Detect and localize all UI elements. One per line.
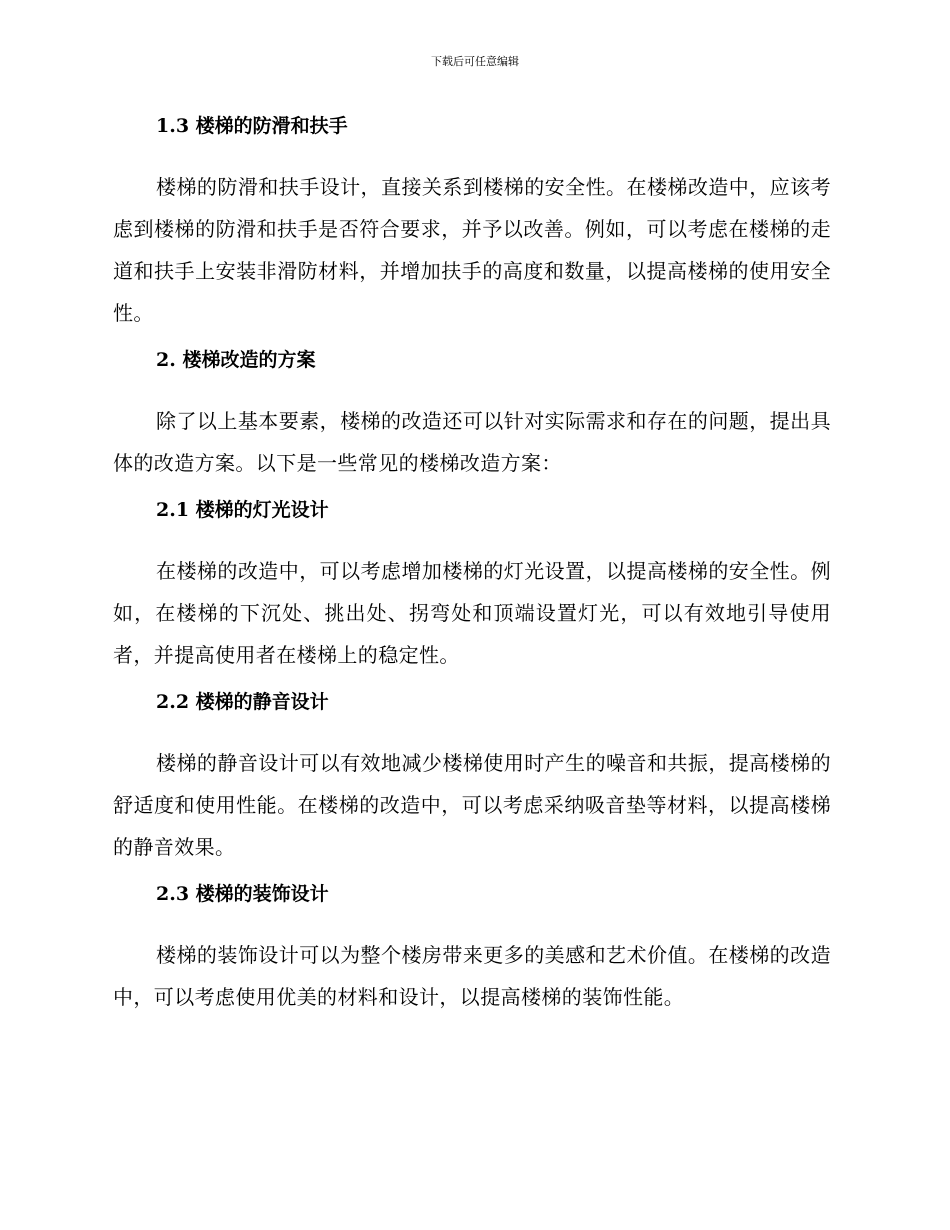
section-paragraph-2-1: 在楼梯的改造中，可以考虑增加楼梯的灯光设置，以提高楼梯的安全性。例如，在楼梯的下沉处、挑出处、拐弯处和顶端设置灯光，可以有效地引导使用者，并提高使用者在楼梯上的稳定性。 — [113, 559, 831, 667]
section-paragraph-2-2: 楼梯的静音设计可以有效地减少楼梯使用时产生的噪音和共振，提高楼梯的舒适度和使用性能。在楼梯的改造中，可以考虑采纳吸音垫等材料，以提高楼梯的静音效果。 — [113, 751, 831, 859]
section-heading-2-1: 2.1 楼梯的灯光设计 — [156, 499, 329, 521]
section-paragraph-1-3: 楼梯的防滑和扶手设计，直接关系到楼梯的安全性。在楼梯改造中，应该考虑到楼梯的防滑和扶手是否符合要求，并予以改善。例如，可以考虑在楼梯的走道和扶手上安装非滑防材料，并增加扶手的高度和数量，以提高楼梯的使用安全性。 — [113, 175, 831, 325]
section-heading-1-3: 1.3 楼梯的防滑和扶手 — [156, 115, 348, 137]
document-body — [113, 112, 831, 1030]
page-header: 下载后可任意编辑 — [431, 55, 519, 68]
section-heading-2: 2. 楼梯改造的方案 — [156, 349, 316, 371]
section-heading-2-3: 2.3 楼梯的装饰设计 — [156, 883, 329, 905]
section-paragraph-2-3: 楼梯的装饰设计可以为整个楼房带来更多的美感和艺术价值。在楼梯的改造中，可以考虑使用优美的材料和设计，以提高楼梯的装饰性能。 — [113, 943, 831, 1009]
section-heading-2-2: 2.2 楼梯的静音设计 — [156, 691, 329, 713]
section-paragraph-2: 除了以上基本要素，楼梯的改造还可以针对实际需求和存在的问题，提出具体的改造方案。以下是一些常见的楼梯改造方案： — [113, 409, 831, 475]
